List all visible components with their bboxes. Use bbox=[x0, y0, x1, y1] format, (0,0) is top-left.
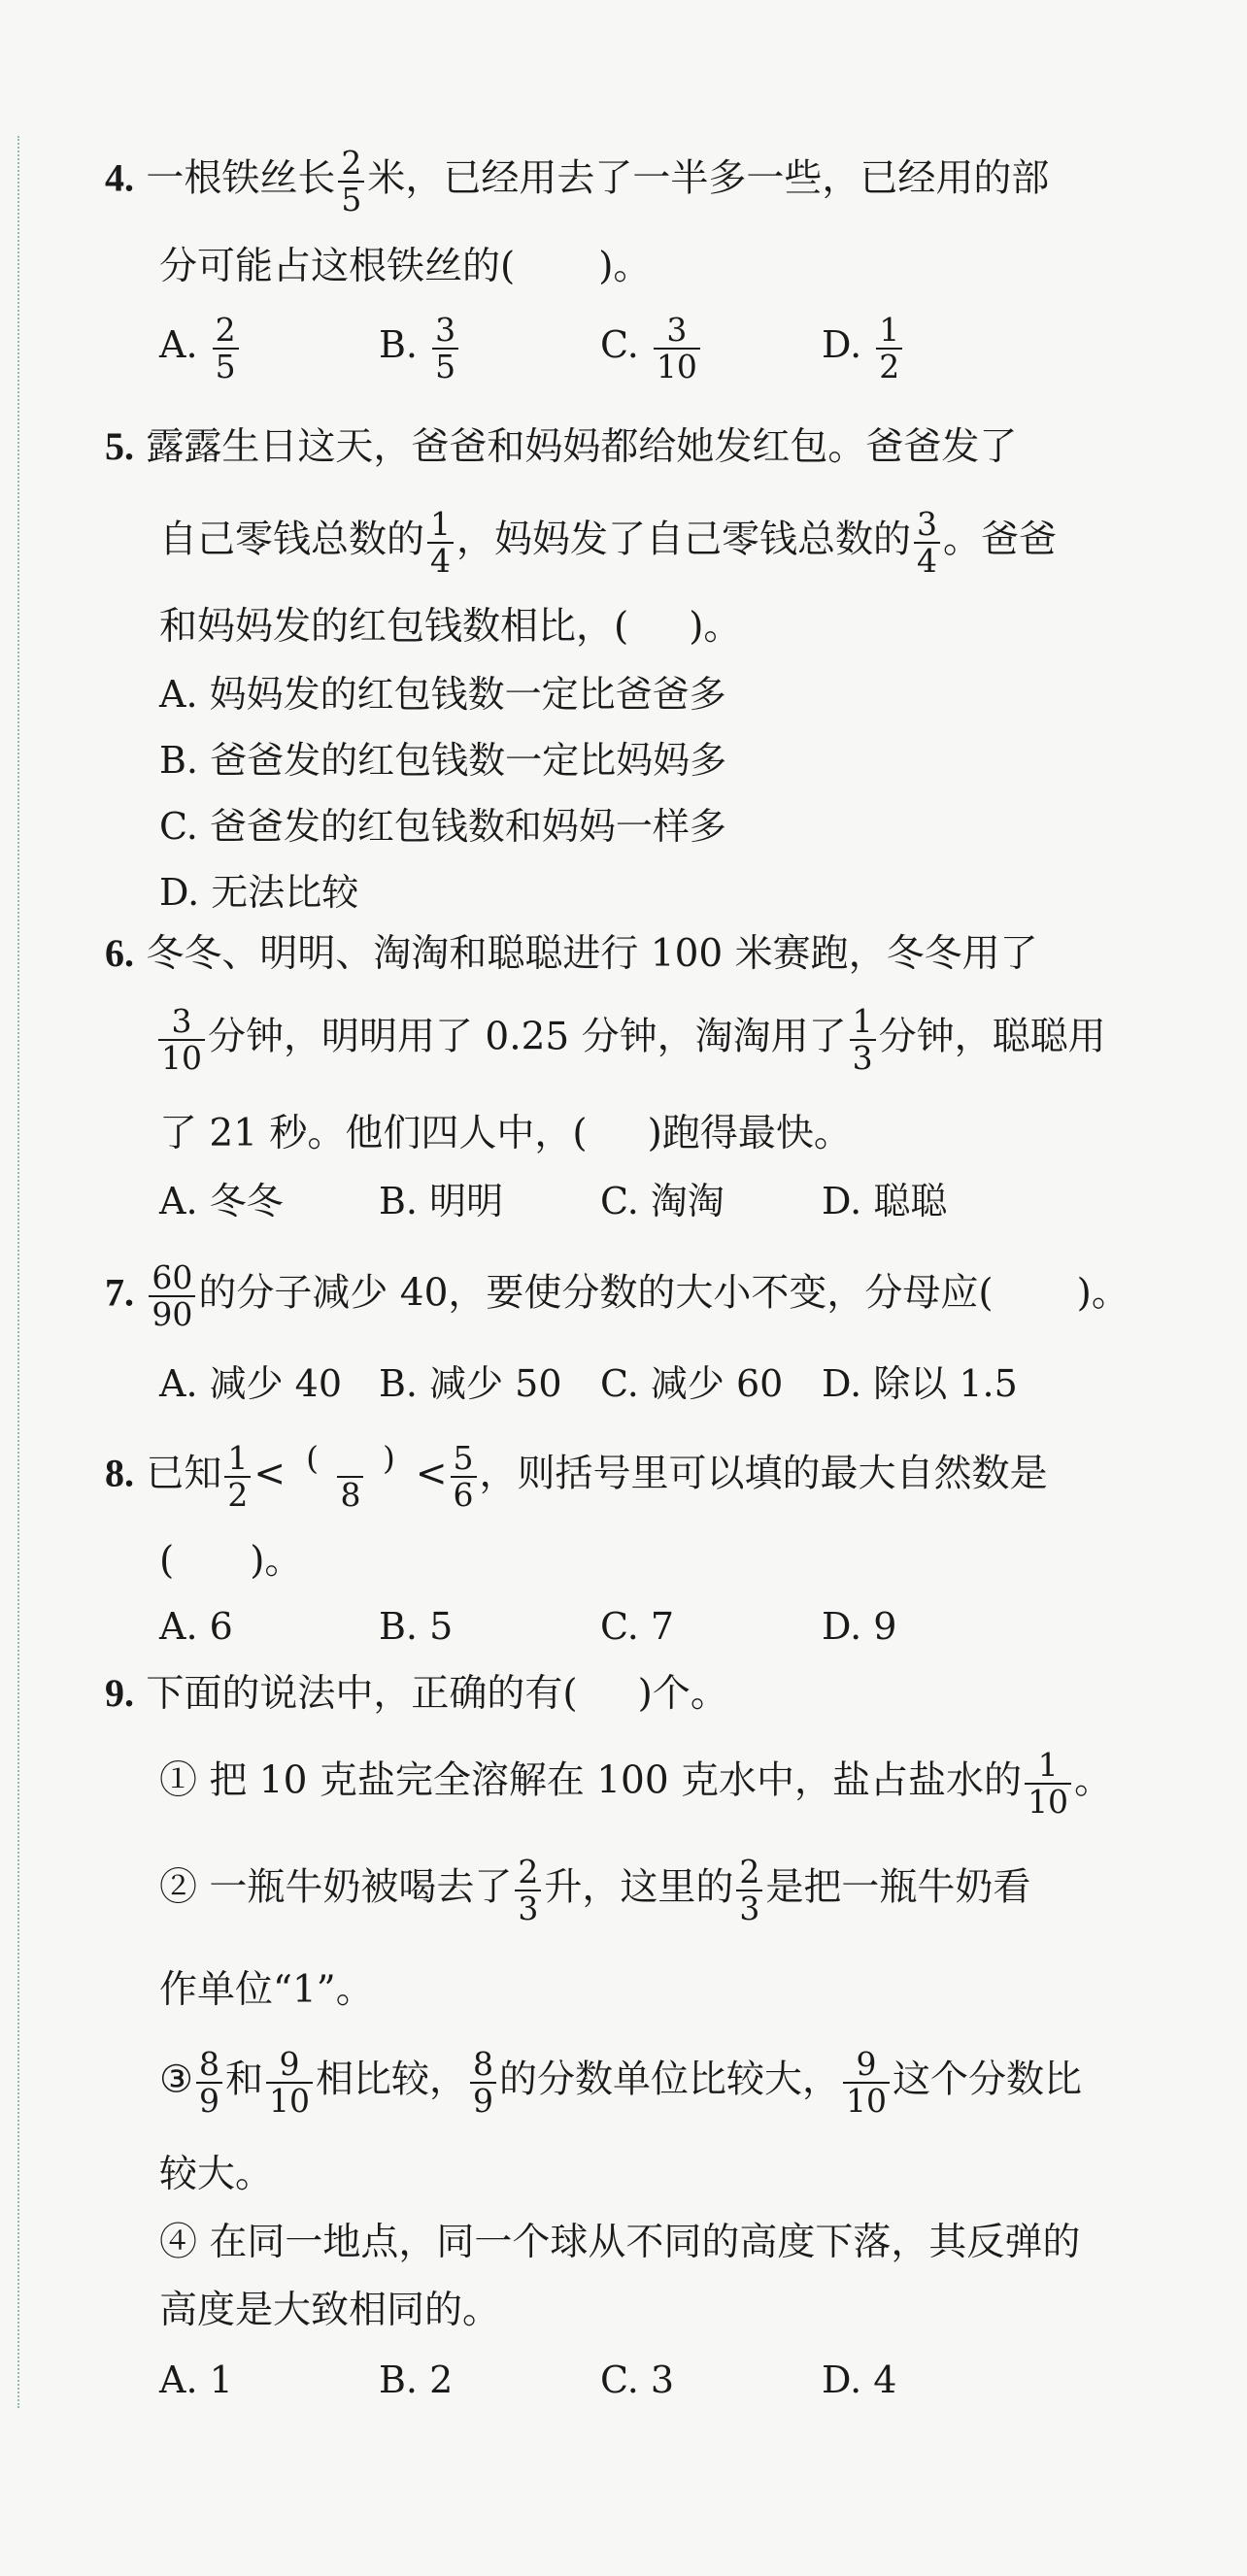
question-number: 9. bbox=[105, 1671, 134, 1715]
q7-option-a[interactable]: A. 减少 40 bbox=[159, 1362, 343, 1405]
q5-option-a[interactable]: A. 妈妈发的红包钱数一定比爸爸多 bbox=[159, 673, 726, 716]
q4-option-b[interactable]: B. $\frac{3}{5}$ bbox=[379, 313, 461, 384]
fraction: $\frac{2}{3}$ bbox=[736, 1855, 762, 1925]
q6-option-c[interactable]: C. 淘淘 bbox=[600, 1180, 725, 1222]
q6-line2: $\frac{3}{10}$ 分钟，明明用了 0.25 分钟，淘淘用了 $\frac{1}{3}$ 分钟，聪聪用 bbox=[155, 1004, 1106, 1075]
q9-statement-4-cont: 高度是大致相同的。 bbox=[159, 2289, 501, 2332]
q9-statement-2: ② 一瓶牛奶被喝去了 $\frac{2}{3}$ 升，这里的 $\frac{2}{3}$ 是把一瓶牛奶看 bbox=[159, 1853, 1031, 1927]
fraction: $\frac{9}{10}$ bbox=[843, 2047, 890, 2118]
q6-option-d[interactable]: D. 聪聪 bbox=[822, 1180, 948, 1222]
q4-text: 米，已经用去了一半多一些，已经用的部 bbox=[367, 156, 1050, 201]
q8-option-c[interactable]: C. 7 bbox=[600, 1605, 675, 1648]
fraction: $\frac{8}{9}$ bbox=[470, 2047, 496, 2118]
fraction: $\frac{3}{4}$ bbox=[914, 507, 940, 578]
q9-statement-2-cont: 作单位“1”。 bbox=[159, 1968, 374, 2012]
q9-statement-3: ③ $\frac{8}{9}$ 和 $\frac{9}{10}$ 相比较， $\frac{8}{9}$ 的分数单位比较大， $\frac{9}{10}$ 这个分数比 bbox=[159, 2045, 1083, 2120]
fraction: $\frac{60}{90}$ bbox=[149, 1260, 195, 1331]
q5-option-b[interactable]: B. 爸爸发的红包钱数一定比妈妈多 bbox=[159, 739, 727, 782]
q5-option-c[interactable]: C. 爸爸发的红包钱数和妈妈一样多 bbox=[159, 805, 726, 848]
less-than-sign: < bbox=[253, 1452, 286, 1496]
q9-statement-4: ④ 在同一地点，同一个球从不同的高度下落，其反弹的 bbox=[159, 2221, 1081, 2264]
q7-option-b[interactable]: B. 减少 50 bbox=[379, 1362, 562, 1405]
q7-line1: 7. $\frac{60}{90}$ 的分子减少 40，要使分数的大小不变，分母应( )。 bbox=[105, 1258, 1129, 1333]
q9-option-b[interactable]: B. 2 bbox=[379, 2359, 454, 2401]
q4-line1 bbox=[105, 146, 1049, 217]
fraction: $\frac{5}{6}$ bbox=[451, 1441, 477, 1512]
q8-option-b[interactable]: B. 5 bbox=[379, 1605, 454, 1648]
fraction: $\frac{2}{3}$ bbox=[515, 1855, 541, 1925]
q6-option-a[interactable]: A. 冬冬 bbox=[159, 1180, 284, 1222]
q4-option-a[interactable]: A. $\frac{2}{5}$ bbox=[159, 313, 242, 384]
q9-option-a[interactable]: A. 1 bbox=[159, 2359, 233, 2401]
less-than-sign: < bbox=[415, 1452, 448, 1496]
fraction: $\frac{8}{9}$ bbox=[196, 2047, 222, 2118]
fraction: $\frac{3}{10}$ bbox=[158, 1004, 205, 1075]
q4-option-d[interactable]: D. $\frac{1}{2}$ bbox=[822, 313, 905, 384]
q6-option-b[interactable]: B. 明明 bbox=[379, 1180, 504, 1222]
fraction: $\frac{1}{2}$ bbox=[224, 1441, 251, 1512]
question-number: 6. bbox=[105, 931, 134, 975]
fraction: $\frac{1}{4}$ bbox=[427, 507, 454, 578]
q7-option-c[interactable]: C. 减少 60 bbox=[600, 1362, 784, 1405]
fraction: $\frac{9}{10}$ bbox=[266, 2047, 313, 2118]
q9-option-c[interactable]: C. 3 bbox=[600, 2359, 675, 2401]
margin-dotted-line bbox=[17, 136, 19, 2408]
q9-line1: 9. 下面的说法中，正确的有( )个。 bbox=[105, 1671, 728, 1716]
q4-text: 一根铁丝长 bbox=[146, 156, 336, 201]
q5-line3: 和妈妈发的红包钱数相比，( )。 bbox=[159, 605, 742, 649]
q9-option-d[interactable]: D. 4 bbox=[822, 2359, 897, 2401]
q7-option-d[interactable]: D. 除以 1.5 bbox=[822, 1362, 1018, 1405]
question-number: 5. bbox=[105, 424, 134, 468]
q8-line1: 8. 已知 $\frac{1}{2}$ < $\frac{( )}{8}$ < $\frac{5}{6}$ ，则括号里可以填的最大自然数是 bbox=[105, 1439, 1048, 1514]
q9-statement-3-cont: 较大。 bbox=[159, 2153, 274, 2196]
q6-line3: 了 21 秒。他们四人中，( )跑得最快。 bbox=[159, 1112, 852, 1155]
q5-line2: 自己零钱总数的 $\frac{1}{4}$ ，妈妈发了自己零钱总数的 $\frac{3}{4}$ 。爸爸 bbox=[159, 505, 1058, 580]
q4-option-c[interactable]: C. $\frac{3}{10}$ bbox=[600, 313, 703, 384]
fraction: $\frac{2}{5}$ bbox=[338, 146, 364, 217]
q8-line2: ( )。 bbox=[159, 1539, 303, 1583]
q9-statement-1: ① 把 10 克盐完全溶解在 100 克水中，盐占盐水的 $\frac{1}{10}$ 。 bbox=[159, 1746, 1113, 1821]
fraction: $\frac{1}{10}$ bbox=[1025, 1748, 1071, 1819]
q5-option-d[interactable]: D. 无法比较 bbox=[159, 871, 359, 914]
q8-option-a[interactable]: A. 6 bbox=[159, 1605, 233, 1648]
fraction: $\frac{1}{3}$ bbox=[850, 1004, 876, 1075]
question-number: 4. bbox=[105, 155, 134, 200]
q8-option-d[interactable]: D. 9 bbox=[822, 1605, 897, 1648]
q6-line1: 6. 冬冬、明明、淘淘和聪聪进行 100 米赛跑，冬冬用了 bbox=[105, 931, 1038, 976]
q4-line2: 分可能占这根铁丝的( )。 bbox=[159, 245, 652, 288]
question-number: 8. bbox=[105, 1451, 134, 1495]
question-number: 7. bbox=[105, 1270, 134, 1315]
q5-line1: 5. 露露生日这天，爸爸和妈妈都给她发红包。爸爸发了 bbox=[105, 424, 1018, 469]
fraction-blank[interactable]: $\frac{( )}{8}$ bbox=[306, 1439, 395, 1514]
